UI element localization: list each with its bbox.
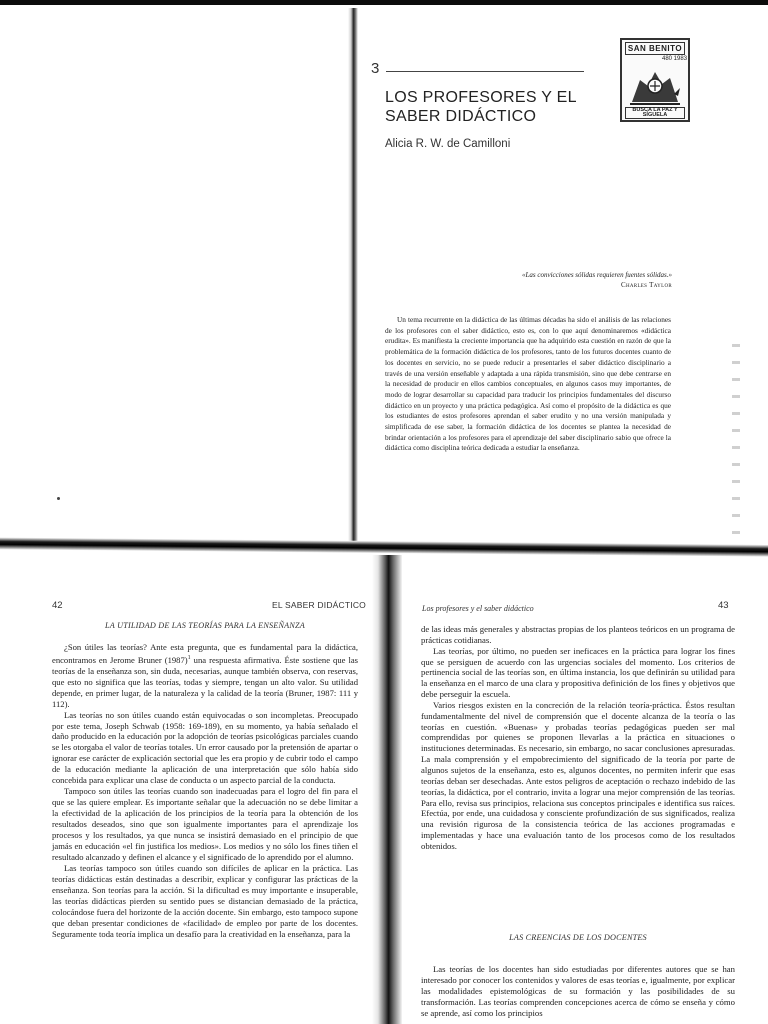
- epigraph-author: Charles Taylor: [621, 281, 672, 289]
- chapter-number: 3: [371, 60, 380, 77]
- left-paragraph-1: [52, 642, 358, 710]
- left-section-heading: LA UTILIDAD DE LAS TEORÍAS PARA LA ENSEÑANZA: [105, 621, 305, 630]
- chapter-rule: [386, 71, 584, 72]
- right-paragraph-1: de las ideas más generales y abstractas propias de los planteos teóricos en un programa de prácticas cotidianas.: [421, 624, 735, 645]
- scan-speck: [57, 497, 60, 500]
- right-paragraph-3: Varios riesgos existen en la concreción de la relación teoría-práctica. Éstos resultan fundamentalmente del nivel de comprensión que el docente alcanza de la teoría o las teorías en cuestión. «Buenas» y probadas teorías pedagógicas pueden ser mal comprendidas por quienes se proponen llevarlas a la práctica en situaciones o instituciones determinadas. Es necesario, sin embargo, no sacar conclusiones apresuradas. La mala comprensión y el empobrecimiento del significado de la teoría por parte de algunos sujetos de la enseñanza, esto es, algunos docentes, no permiten inferir que esas teorías deban ser desechadas. Ante estos peligros de aceptación o rechazo indebido de las teorías, la didáctica, por el contrario, invita a lograr una mejor comprensión de las teorías. Para ello, revisa sus principios, relaciona sus conceptos principales e identifica sus raíces. Efectúa, por ende, una cuidadosa y consciente profundización de sus significados, realiza una revisión rigurosa de la consistencia teórica de las acciones programadas e implementadas y hace una evaluación tanto de los procesos como de los resultados obtenidos.: [421, 699, 735, 851]
- footnote-marker: 1: [187, 654, 191, 661]
- right-page-number: 43: [718, 600, 729, 611]
- right-running-head: Los profesores y el saber didáctico: [422, 604, 534, 613]
- left-paragraph-4: Las teorías tampoco son útiles cuando son difíciles de aplicar en la práctica. Las teorías didácticas están destinadas a describir, explicar y configurar las prácticas de la enseñanza. Son teorías para la acción. Si la dificultad es muy importante e insuperable, las teorías didácticas pierden su sentido pues se distancian demasiado de la práctica, colocándose fuera del horizonte de la acción docente. Sin embargo, esto tampoco supone que deban presentar condiciones de «facilidad» de empleo por parte de los docentes. Seguramente toda teoría implica un desafío para la creatividad en la enseñanza, para la: [52, 862, 358, 939]
- chapter-author: Alicia R. W. de Camilloni: [385, 138, 511, 150]
- right-paragraph-4: Las teorías de los docentes han sido estudiadas por diferentes autores que se han interesado por conocer los contenidos y valores de esas teorías e, igualmente, por explicar las modalidades epistemológicas de su formación y las posibilidades de su transformación. Las teorías comprenden concepciones acerca de cómo se enseña y cómo se aprende, así como los principios: [421, 964, 735, 1018]
- right-paragraph-2: Las teorías, por último, no pueden ser ineficaces en la práctica para lograr los fines que se persiguen de acuerdo con las urgencias sociales del momento. Los criterios de pertinencia social de las teorías son, en última instancia, los que definirán su utilidad para la enseñanza en el marco de una clara y propositiva definición de los fines y objetivos que debe perseguir la escuela.: [421, 645, 735, 700]
- left-running-head: EL SABER DIDÁCTICO: [272, 600, 366, 610]
- stamp-number: 480 1983: [662, 56, 688, 62]
- stamp-emblem-icon: [628, 66, 682, 106]
- left-page-number: 42: [52, 600, 63, 611]
- library-stamp: [620, 38, 690, 122]
- scan-divider: [0, 537, 768, 556]
- left-p1-text-cont: una respuesta afirmativa. Éste sostiene que las teorías de la enseñanza son, sin duda, necesarias, aunque también observa, con reservas, que esto no significa que las teorías, todas y siempre, tengan un alto valor. Su utilidad depende, en primer lugar, de la naturaleza y la calidad de la teoría (Bruner, 1987: 111 y 112).: [52, 654, 358, 709]
- right-page-body: [421, 624, 735, 852]
- chapter-title: LOS PROFESORES Y EL SABER DIDÁCTICO: [385, 89, 577, 125]
- page-edge-marks: [732, 330, 740, 540]
- right-section-heading: LAS CREENCIAS DE LOS DOCENTES: [509, 933, 647, 942]
- stamp-top-text: SAN BENITO: [625, 42, 685, 55]
- epigraph-quote: «Las convicciones sólidas requieren fuentes sólidas.»: [522, 271, 672, 279]
- left-p1-text: ¿Son útiles las teorías? Ante esta pregunta, que es fundamental para la didáctica, encontramos en Jerome Bruner (1987): [52, 642, 358, 665]
- intro-text: [385, 315, 671, 454]
- right-page-body-continued: [421, 964, 735, 1019]
- intro-paragraph: Un tema recurrente en la didáctica de las últimas décadas ha sido el análisis de las relaciones de los profesores con el saber didáctico, esto es, con lo que aquí denominaremos «didáctica erudita». Es manifiesta la creciente importancia que ha adquirido esta cuestión en razón de que la problemática de la formación didáctica de los profesores, tanto de los futuros docentes cuanto de los docentes en servicio, no se puede reducir a presentarles el saber didáctico disciplinario a través de una versión enseñable y adaptada a una rápida transmisión, sino que debe centrarse en la necesidad de producir en ellos cambios conceptuales, en algunos casos muy importantes, de modo de lograr desarrollar su capacidad para traducir los principios fundamentales del discurso didáctico en un proyecto y una práctica pedagógica. Así como el propósito de la didáctica es que los estudiantes de estos profesores aprendan el saber erudito y no una versión manipulada y simplificada de ese saber, la formación didáctica de los docentes se plantea la necesidad de brindar orientación a los profesores para el aprendizaje del saber disciplinario sabio que ofrece la didáctica como disciplina teórica dedicada a estudiar la enseñanza.: [385, 315, 671, 453]
- left-paragraph-3: Tampoco son útiles las teorías cuando son inadecuadas para el logro del fin para el que se las quiere emplear. Es importante señalar que la adecuación no se debe limitar a la efectividad de la aplicación de los principios de la teoría para la obtención de los resultados deseados, sino que son igualmente importantes para el aprendizaje los procesos y los resultados, ya que nunca se insistirá demasiado en el principio de que jamás en educación «el fin justifica los medios». Los medios y no sólo los fines tiñen el resultado alcanzado y definen el alcance y el significado de lo aprendido por el alumno.: [52, 786, 358, 862]
- stamp-bottom-text: BUSCA LA PAZ Y SÍGUELA: [625, 107, 685, 119]
- left-paragraph-2: Las teorías no son útiles cuando están equivocadas o son incompletas. Preocupado por este tema, Joseph Schwab (1958: 169-189), en su momento, ya había señalado el daño producido en la educación por la adopción de teorías psicológicas parciales cuando se les otorgaba el valor de teorías totales. Un error causado por la pretensión de apartar o ignorar ese carácter de explicación sectorial que les era propio y de cubrir todo el campo de la educación mediante la aplicación de una interpretación que sólo había sido concebida para explicar una clase de conducta o un aspecto parcial de la conducta.: [52, 709, 358, 786]
- book-gutter-top: [348, 8, 358, 543]
- scan-top-edge: [0, 0, 768, 5]
- epigraph: [470, 270, 672, 290]
- left-page-body: [52, 642, 358, 940]
- book-gutter-bottom: [372, 555, 402, 1024]
